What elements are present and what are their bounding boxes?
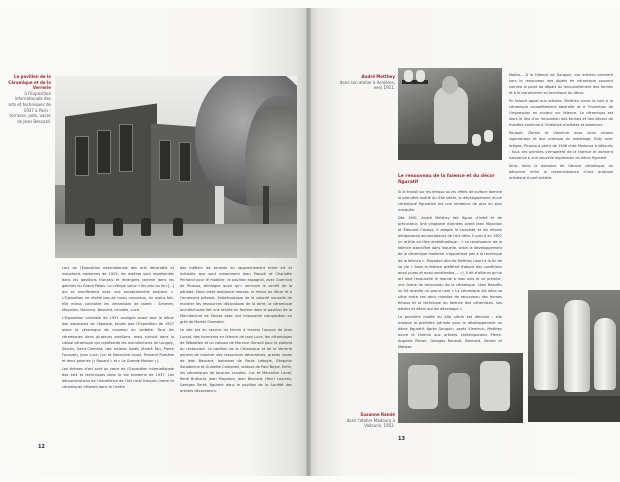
- paragraph: L'Exposition coloniale de 1931 souligne avant tout le décor des exposants de l'époque, tandis que l'Exposition de 1937 place la céramique de nouveau en vedette. Tous les céramiques dans plusieurs pavillons, mais surtout dans la classe céramique qui représente les manufactures de Longwy, Sèvres, Saint-Clément, des artistes isolés (André Fau, Pierre Fouquet), Jean Luce, Luc et Marcoline Lanel, Fernand Rumèbe et deux galeries (« Rouard » et « La Grande Maison »).: [62, 316, 174, 363]
- right-page: [309, 8, 620, 476]
- vases-photograph: [528, 290, 620, 422]
- section-title: Le renouveau de la faïence et du décor figuratif: [398, 174, 495, 185]
- left-page-number: 12: [38, 444, 45, 450]
- workshop-caption-body: dans son atelier à Asnières, vers 1911.: [339, 79, 395, 91]
- paragraph: Ainsi, dans le domaine de l'œuvre céramique, on découvre enfin la reconnaissance d'une pratique artistique à part entière.: [509, 163, 613, 180]
- workshop-caption: [339, 74, 395, 91]
- paragraph: des métiers les tenants du rapprochement entre art et industrie que sont notamment Jean Prouvé et Charlotte Perriand pour le mobilier, le pavillon espagnol, avec Guernica de Picasso, témoigne aussi qu'« annonce le conflit de la période. Dans cette ambiance morose, le retour au décor et à l'ornement prévaut. Emblématique de la volonté nouvelle de montrer les ressources décoratives de la terre, la céramique architecturale fait une entrée en fanfare dans le pavillon de la Manufacture de Sèvres avec une imposante composition en grès de Marcel Gromaire.: [180, 266, 292, 325]
- paragraph: La première moitié du XXe siècle est décisive : elle marque la première période pour le développement du décor figuratif. Après Gauguin, après Vlaminck, Metthey ouvre le chemin aux artistes contemporains Pierre-Auguste Renoir, Georges Rouault, Bonnard, Derain et Matisse.: [398, 314, 502, 350]
- paragraph: Les thèmes d'art sont au cœur de l'Exposition internationale des arts et techniques dans la vie moderne de 1937. Les démonstrations de l'excellence de l'art rural français (verre et céramique) côtoient dans le Centre: [62, 366, 174, 389]
- right-column-1: [398, 189, 502, 352]
- left-page: [0, 8, 308, 476]
- paragraph: En faisant appel aux artistes, Metthey ouvre la voie à la céramique complètement abstraite et à l'invention de l'impression en couleur sur faïence. La céramique est alors le lieu d'un renouveau des formes et des décors de manière continue à l'initiative d'artistes et amateurs.: [509, 99, 613, 128]
- paragraph: Rouault, Derain et Vlaminck avec leurs visions vigoureuses et leur pratique du modelage, Dufy avec Artigas, Picasso à partir de 1946 chez Madoura à Vallauris : tous ces peintres s'emparent de la faïence et donnent naissance à une nouvelle expression du décor figuratif.: [509, 131, 613, 160]
- ramie-caption-name: Suzanne Ramié: [360, 412, 395, 417]
- paragraph: Dès 1901, André Metthey fait figure d'initié et de précurseur. Une vingtaine d'années avant Jean Mayodon et Édouard Cazaux, il adopte la couverte et les décors antiquisants annonciateurs de l'Art déco. Il puis à en 1907 un article au titre emblématique : « La renaissance de la faïence stannifère dans laquelle, selon le développement de la céramique moderne n'appartient pas à la technique de la faïence ». Mayodon dira de Metthey (mort à la fin de sa vie « Sans la faïence préférait d'abord des conditions aussi pures et aussi excellentes ... »). Il dit d'ailleurs qu'un art neuf renouvelle le monde à mon avis et ce premier, une forme de renouveau de la céramique. Léon Beaufils lui fut ensuite un grand nom « La céramique Art déco se situe entre ces deux mondes de renouveau des formes émaux et la technique du faïence des céramistes, ses potiers et décor qui les développe ».: [398, 216, 502, 311]
- ramie-caption-body: dans l'atelier Madoura à Vallauris, 1952.: [346, 417, 395, 429]
- left-column-1: [62, 265, 174, 392]
- book-gutter: [306, 8, 311, 476]
- pavilion-photograph: [55, 76, 297, 258]
- paragraph: Si le travail sur les émaux ou les effets de surface domine la première moitié du XXe siècle, le développement d'une céramique figurative est une tendance de plus en plus marquée.: [398, 190, 502, 213]
- left-column-2: [180, 265, 292, 396]
- paragraph: Lors de l'Exposition internationale des arts décoratifs et industriels modernes de 1925, les maîtres sont représentés dans les pavillons français et étrangers comme dans les galeries du Grand Palais. La critique salue « les arts du feu [...] qui se manifestent avec une exceptionnelle ampleur ». L'Exposition ne révèle pas de noms nouveaux, du moins fait-elle mieux connaître les céramistes de talent : Simmen, Mayodon, Decoeur, Besnard, Lenoble, Luce.: [62, 266, 174, 313]
- workshop-detail-photograph: [398, 353, 523, 423]
- workshop-caption-name: André Metthey: [361, 74, 395, 79]
- workshop-photograph: [398, 68, 502, 160]
- left-caption-body: à l'Exposition internationale des arts et techniques de 1937 à Paris : terrasse, pots, vases de Jean Besnard.: [8, 90, 51, 124]
- left-caption-title: Le pavillon de la Céramique et de la Verrerie: [8, 74, 51, 91]
- right-page-number: 13: [398, 436, 405, 442]
- left-photo-caption: [6, 74, 51, 124]
- paragraph: Le site est au service du terroir à travers l'œuvre de Jean Lurçat, des tourneurs en faïence de Jean Luce, les céramiques de Sébastien et un caisson de Maurice Gensoli pour le plafond du restaurant. Le pavillon de la Céramique et de la Verrerie permet de montrer des ressources décoratives, grands vases de Jean Besnard, fontaines de Paule Lebayle, Séraphin Soudbinine et Guidette Carbonell, statues de Paul Beyer. Enfin, les céramiques de Jacques Lenoble, Luc et Marcoline Lanel, René Buthaud, Jean Mayodon, Jean Besnard, Henri Laurens, Georges Serré, figurent dans le pavillon de la Société des artistes décorateurs.: [180, 328, 293, 393]
- paragraph: Maillol... À la Faïence de Gauguin, ces artistes viennent vers le renouveau des objets en céramique souvent comme le point de départ du renouvellement des formes et à le transformer en technique du décor.: [509, 73, 613, 96]
- right-column-2: [509, 72, 613, 282]
- ramie-caption: [339, 412, 395, 429]
